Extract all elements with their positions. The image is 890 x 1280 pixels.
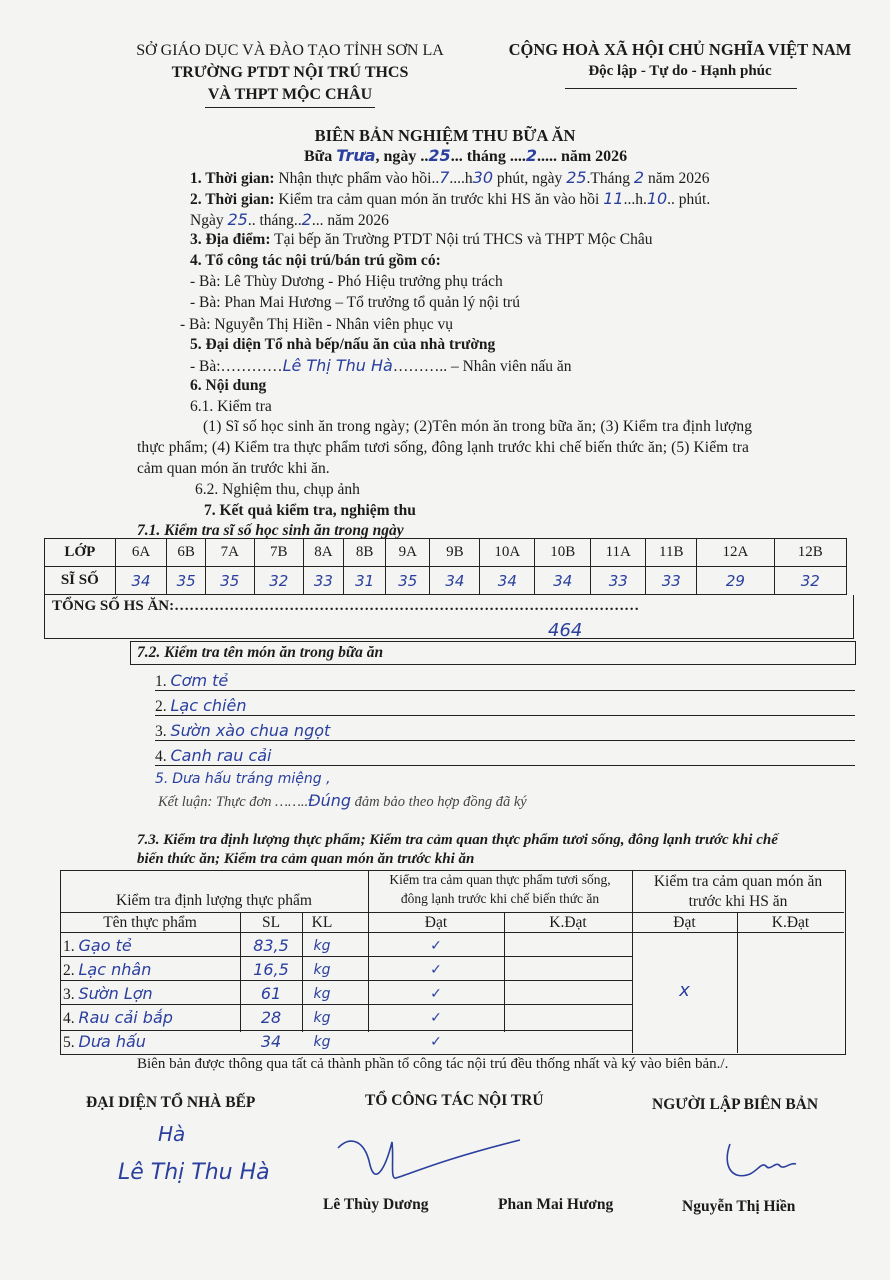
month-label: ... tháng .... (450, 148, 526, 165)
food-row (63, 960, 151, 980)
count-cell: 33 (303, 567, 343, 595)
dish-item (155, 671, 228, 691)
dish-line (155, 715, 855, 716)
row-number: 5. (63, 1034, 75, 1051)
section-7-3-title-2: biến thức ăn; Kiểm tra cảm quan món ăn trước khi ăn (137, 851, 475, 867)
dish-number: 4. (155, 748, 167, 765)
col-unit: KL (311, 914, 333, 931)
committee-signature-icon (330, 1130, 530, 1200)
food-name: Gạo tẻ (78, 936, 132, 955)
member-2: - Bà: Phan Mai Hương – Tổ trưởng tổ quản lý nội trú (190, 294, 520, 311)
dish-item (155, 746, 272, 766)
nation-motto: Độc lập - Tự do - Hạnh phúc (588, 63, 772, 79)
food-table-rule (60, 912, 844, 913)
sensory-check-header-2: trước khi HS ăn (688, 893, 788, 910)
food-unit: kg (313, 938, 331, 954)
sensory-check-header: Kiểm tra cảm quan món ăn (653, 873, 823, 890)
class-cell: 12A (697, 539, 774, 567)
kitchen-rep-name: Lê Thị Thu Hà (282, 356, 393, 375)
recorder-signature-icon (720, 1136, 820, 1186)
section-1-label: 1. Thời gian: (190, 170, 275, 187)
recorder-name: Nguyễn Thị Hiền (682, 1198, 796, 1215)
conclusion-text: đảm bảo theo hợp đồng đã ký (351, 794, 527, 810)
food-name: Sườn Lợn (78, 984, 153, 1003)
kitchen-rep-role: ……….. – Nhân viên nấu ăn (392, 358, 572, 375)
row-number: 4. (63, 1010, 75, 1027)
section-6-2: 6.2. Nghiệm thu, chụp ảnh (195, 481, 360, 498)
recorder-sign-title: NGƯỜI LẬP BIÊN BẢN (652, 1096, 819, 1113)
member-1: - Bà: Lê Thùy Dương - Phó Hiệu trưởng phụ trách (190, 273, 503, 290)
class-header: LỚP (45, 539, 116, 567)
month-value: 2 (525, 146, 537, 165)
kitchen-rep-prefix: - Bà:………… (190, 358, 283, 375)
closing-statement: Biên bản được thông qua tất cả thành phần tổ công tác nội trú đều thống nhất và ký vào biên bản./. (137, 1056, 729, 1072)
dish-number: 3. (155, 723, 167, 740)
col-food-name: Tên thực phẩm (103, 914, 197, 931)
dish-name: Canh rau cải (170, 746, 272, 765)
section-1-text-b: ....h (449, 170, 473, 187)
section-1-text-c: phút, ngày (493, 170, 567, 187)
section-2-day-label: Ngày (190, 212, 228, 229)
food-name: Rau cải bắp (78, 1008, 173, 1027)
check-minute: 10 (646, 189, 668, 208)
section-3-label: 3. Địa điểm: (190, 231, 271, 248)
food-table-rule (60, 980, 632, 981)
section-2-text-b: ...h. (623, 191, 647, 208)
dish-line (155, 740, 855, 741)
count-cell: 33 (591, 567, 646, 595)
food-pass-mark: ✓ (430, 962, 442, 978)
food-table-rule (60, 956, 632, 957)
school-name: TRƯỜNG PTDT NỘI TRÚ THCS (171, 64, 409, 81)
food-table-rule (60, 1004, 632, 1005)
content-line-1: (1) Sĩ số học sinh ăn trong ngày; (2)Tên món ăn trong bữa ăn; (3) Kiểm tra định lượng (203, 418, 753, 435)
count-cell: 34 (535, 567, 591, 595)
food-table-rule (60, 932, 844, 933)
receive-day: 25 (566, 168, 587, 187)
col-quantity: SL (261, 914, 281, 931)
dish-name: Lạc chiên (170, 696, 247, 715)
food-unit: kg (313, 1010, 331, 1026)
section-7-label: 7. Kết quả kiểm tra, nghiệm thu (204, 502, 416, 519)
section-2 (190, 189, 710, 209)
fresh-check-header: Kiểm tra cảm quan thực phẩm tươi sống, (389, 872, 611, 887)
count-cell: 33 (646, 567, 697, 595)
dish-item (155, 696, 246, 716)
kitchen-signature: Hà (158, 1122, 186, 1146)
dish-item (155, 770, 331, 788)
class-cell: 6A (115, 539, 167, 567)
dish-name: Cơm tẻ (170, 671, 229, 690)
class-cell: 8B (344, 539, 386, 567)
class-cell: 10A (480, 539, 535, 567)
count-cell: 35 (205, 567, 254, 595)
food-quantity: 61 (260, 984, 282, 1003)
section-7-3-title: 7.3. Kiểm tra định lượng thực phẩm; Kiểm tra cảm quan thực phẩm tươi sống, đông lạnh trước khi chế (137, 832, 778, 848)
dish-number: 5. (155, 771, 169, 787)
class-cell: 11A (591, 539, 646, 567)
conclusion-value: Đúng (308, 791, 352, 810)
food-row (63, 984, 153, 1004)
count-cell: 31 (344, 567, 386, 595)
kitchen-sign-title: ĐẠI DIỆN TỔ NHÀ BẾP (86, 1094, 256, 1111)
receive-minute: 30 (472, 168, 493, 187)
food-name: Dưa hấu (78, 1032, 146, 1051)
row-number: 3. (63, 986, 75, 1003)
section-6-1: 6.1. Kiểm tra (190, 398, 272, 415)
section-1-text-d: .Tháng (586, 170, 634, 187)
nation-title: CỘNG HOÀ XÃ HỘI CHỦ NGHĨA VIỆT NAM (508, 40, 852, 59)
food-pass-mark: ✓ (430, 938, 442, 954)
food-table-divider (737, 912, 738, 1053)
count-cell: 32 (254, 567, 303, 595)
food-unit: kg (313, 962, 331, 978)
col-fail-2: K.Đạt (771, 914, 810, 931)
sensory-pass-mark: x (679, 980, 690, 1001)
check-hour: 11 (603, 189, 624, 208)
menu-conclusion (158, 791, 527, 811)
check-month: 2 (301, 210, 312, 229)
row-number: 2. (63, 962, 75, 979)
food-pass-mark: ✓ (430, 986, 442, 1002)
committee-name-2: Phan Mai Hương (498, 1196, 614, 1213)
day-label: , ngày .. (375, 148, 429, 165)
class-cell: 7B (254, 539, 303, 567)
food-row (63, 1008, 173, 1028)
class-cell: 10B (535, 539, 591, 567)
conclusion-label: Kết luận: Thực đơn …….. (158, 794, 309, 810)
section-3-text: Tại bếp ăn Trường PTDT Nội trú THCS và THPT Mộc Châu (270, 231, 653, 248)
total-label: TỔNG SỐ HS ĂN:………………………………………………………………………………… (52, 598, 640, 614)
count-header: SĨ SỐ (45, 567, 116, 595)
dish-number: 2. (155, 698, 167, 715)
col-fail: K.Đạt (549, 914, 587, 931)
header-right-underline (565, 88, 797, 89)
section-2-year-label: ... năm 2026 (311, 212, 389, 229)
section-7-2-title: 7.2. Kiểm tra tên món ăn trong bữa ăn (137, 644, 384, 661)
school-name-2: VÀ THPT MỘC CHÂU (207, 86, 373, 103)
kitchen-signature-name: Lê Thị Thu Hà (118, 1160, 270, 1185)
food-row (63, 1032, 146, 1052)
document-title: BIÊN BẢN NGHIỆM THU BỮA ĂN (314, 126, 576, 145)
section-4-label: 4. Tổ công tác nội trú/bán trú gồm có: (190, 252, 441, 269)
committee-name-1: Lê Thùy Dương (323, 1196, 429, 1213)
food-pass-mark: ✓ (430, 1010, 442, 1026)
count-cell: 32 (774, 567, 846, 595)
count-cell: 34 (480, 567, 535, 595)
receive-month: 2 (633, 168, 645, 187)
header-left-underline (205, 107, 375, 108)
food-pass-mark: ✓ (430, 1034, 442, 1050)
year-label: ..... năm 2026 (536, 148, 628, 165)
col-pass: Đạt (424, 914, 448, 931)
dish-number: 1. (155, 673, 167, 690)
food-unit: kg (313, 1034, 331, 1050)
count-cell: 29 (697, 567, 774, 595)
count-cell: 35 (386, 567, 430, 595)
dish-name: Sườn xào chua ngọt (170, 721, 331, 740)
food-name: Lạc nhân (78, 960, 152, 979)
count-cell: 34 (115, 567, 167, 595)
quantity-check-header: Kiểm tra định lượng thực phẩm (116, 892, 312, 909)
receive-hour: 7 (439, 168, 450, 187)
fresh-check-header-2: đông lạnh trước khi chế biến thức ăn (400, 891, 600, 906)
count-row (45, 567, 847, 595)
dish-line (155, 765, 855, 766)
kitchen-rep (190, 356, 571, 376)
food-quantity: 34 (260, 1032, 282, 1051)
section-1 (190, 168, 710, 188)
food-quantity: 28 (260, 1008, 282, 1027)
meal-label: Bữa (304, 148, 337, 165)
food-quantity: 16,5 (253, 960, 289, 979)
class-cell: 7A (205, 539, 254, 567)
agency-name: SỞ GIÁO DỤC VÀ ĐÀO TẠO TỈNH SƠN LA (136, 42, 444, 59)
content-line-3: cảm quan món ăn trước khi ăn. (137, 460, 330, 477)
food-quantity: 83,5 (253, 936, 289, 955)
class-cell: 12B (774, 539, 846, 567)
section-3 (190, 231, 653, 249)
food-row (63, 936, 132, 956)
section-1-text-e: năm 2026 (644, 170, 710, 187)
section-2-month-label: .. tháng.. (247, 212, 302, 229)
class-cell: 11B (646, 539, 697, 567)
col-pass-2: Đạt (673, 914, 696, 931)
day-value: 25 (428, 146, 451, 165)
food-table-rule (60, 1030, 632, 1031)
member-3: - Bà: Nguyễn Thị Hiền - Nhân viên phục vụ (180, 316, 454, 333)
count-cell: 35 (167, 567, 205, 595)
class-cell: 9B (430, 539, 480, 567)
section-2-label: 2. Thời gian: (190, 191, 275, 208)
food-unit: kg (313, 986, 331, 1002)
dish-line (155, 690, 855, 691)
meal-value: Trưa (336, 146, 376, 165)
section-6-label: 6. Nội dung (190, 377, 267, 394)
row-number: 1. (63, 938, 75, 955)
class-cell: 8A (303, 539, 343, 567)
class-cell: 6B (167, 539, 205, 567)
class-count-table (44, 538, 847, 595)
section-7-1-title: 7.1. Kiểm tra sĩ số học sinh ăn trong ngày (137, 522, 404, 539)
content-line-2: thực phẩm; (4) Kiểm tra thực phẩm tươi sống, đông lạnh trước khi chế biến thức ăn; (5) Kiểm tra (137, 439, 749, 456)
class-cell: 9A (386, 539, 430, 567)
section-2-text: Kiểm tra cảm quan món ăn trước khi HS ăn vào hồi (274, 191, 604, 208)
dish-item (155, 721, 330, 741)
section-5-label: 5. Đại diện Tổ nhà bếp/nấu ăn của nhà trường (190, 336, 496, 353)
dish-name: Dưa hấu tráng miệng , (172, 771, 331, 787)
section-1-text: Nhận thực phẩm vào hồi.. (274, 170, 440, 187)
check-day: 25 (227, 210, 248, 229)
meal-date-line (304, 146, 627, 166)
section-2-text-c: .. phút. (667, 191, 711, 208)
count-cell: 34 (430, 567, 480, 595)
section-2-date (190, 210, 389, 230)
total-value: 464 (548, 620, 583, 641)
committee-sign-title: TỔ CÔNG TÁC NỘI TRÚ (365, 1092, 544, 1109)
class-row (45, 539, 847, 567)
